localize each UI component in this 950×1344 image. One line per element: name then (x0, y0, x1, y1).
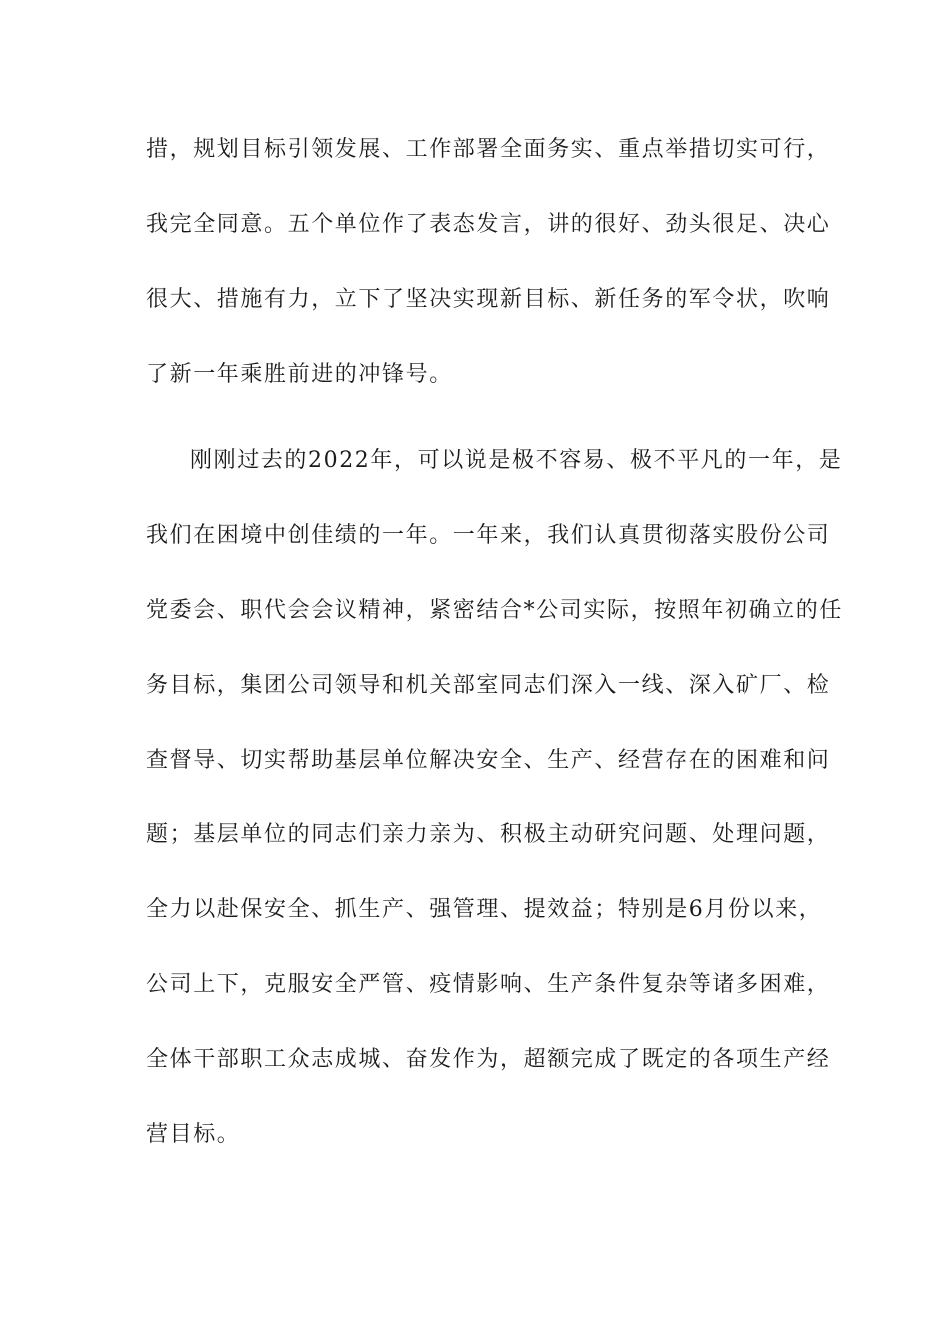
paragraph-2-line-2: 我们在困境中创佳绩的一年。一年来，我们认真贯彻落实股份公司 (146, 523, 831, 548)
paragraph-2-line-7: 全力以赴保安全、抓生产、强管理、提效益；特别是6月份以来， (146, 897, 823, 922)
paragraph-2-line-1: 刚刚过去的2022年，可以说是极不容易、极不平凡的一年，是 (190, 448, 843, 473)
paragraph-2-line-5: 查督导、切实帮助基层单位解决安全、生产、经营存在的困难和问 (146, 748, 831, 773)
paragraph-1-line-1: 措，规划目标引领发展、工作部署全面务实、重点举措切实可行， (146, 137, 831, 162)
paragraph-2-line-4: 务目标，集团公司领导和机关部室同志们深入一线、深入矿厂、检 (146, 673, 831, 698)
paragraph-2-line-10: 营目标。 (146, 1122, 241, 1147)
paragraph-2-line-3: 党委会、职代会会议精神，紧密结合*公司实际，按照年初确立的任 (146, 598, 844, 623)
paragraph-2-line-9: 全体干部职工众志成城、奋发作为，超额完成了既定的各项生产经 (146, 1047, 831, 1072)
paragraph-1-line-3: 很大、措施有力，立下了坚决实现新目标、新任务的军令状，吹响 (146, 287, 831, 312)
paragraph-1-line-2: 我完全同意。五个单位作了表态发言，讲的很好、劲头很足、决心 (146, 212, 831, 237)
paragraph-1-line-4: 了新一年乘胜前进的冲锋号。 (146, 362, 453, 387)
paragraph-2-line-6: 题；基层单位的同志们亲力亲为、积极主动研究问题、处理问题， (146, 822, 831, 847)
paragraph-2-line-8: 公司上下，克服安全严管、疫情影响、生产条件复杂等诸多困难， (146, 972, 831, 997)
